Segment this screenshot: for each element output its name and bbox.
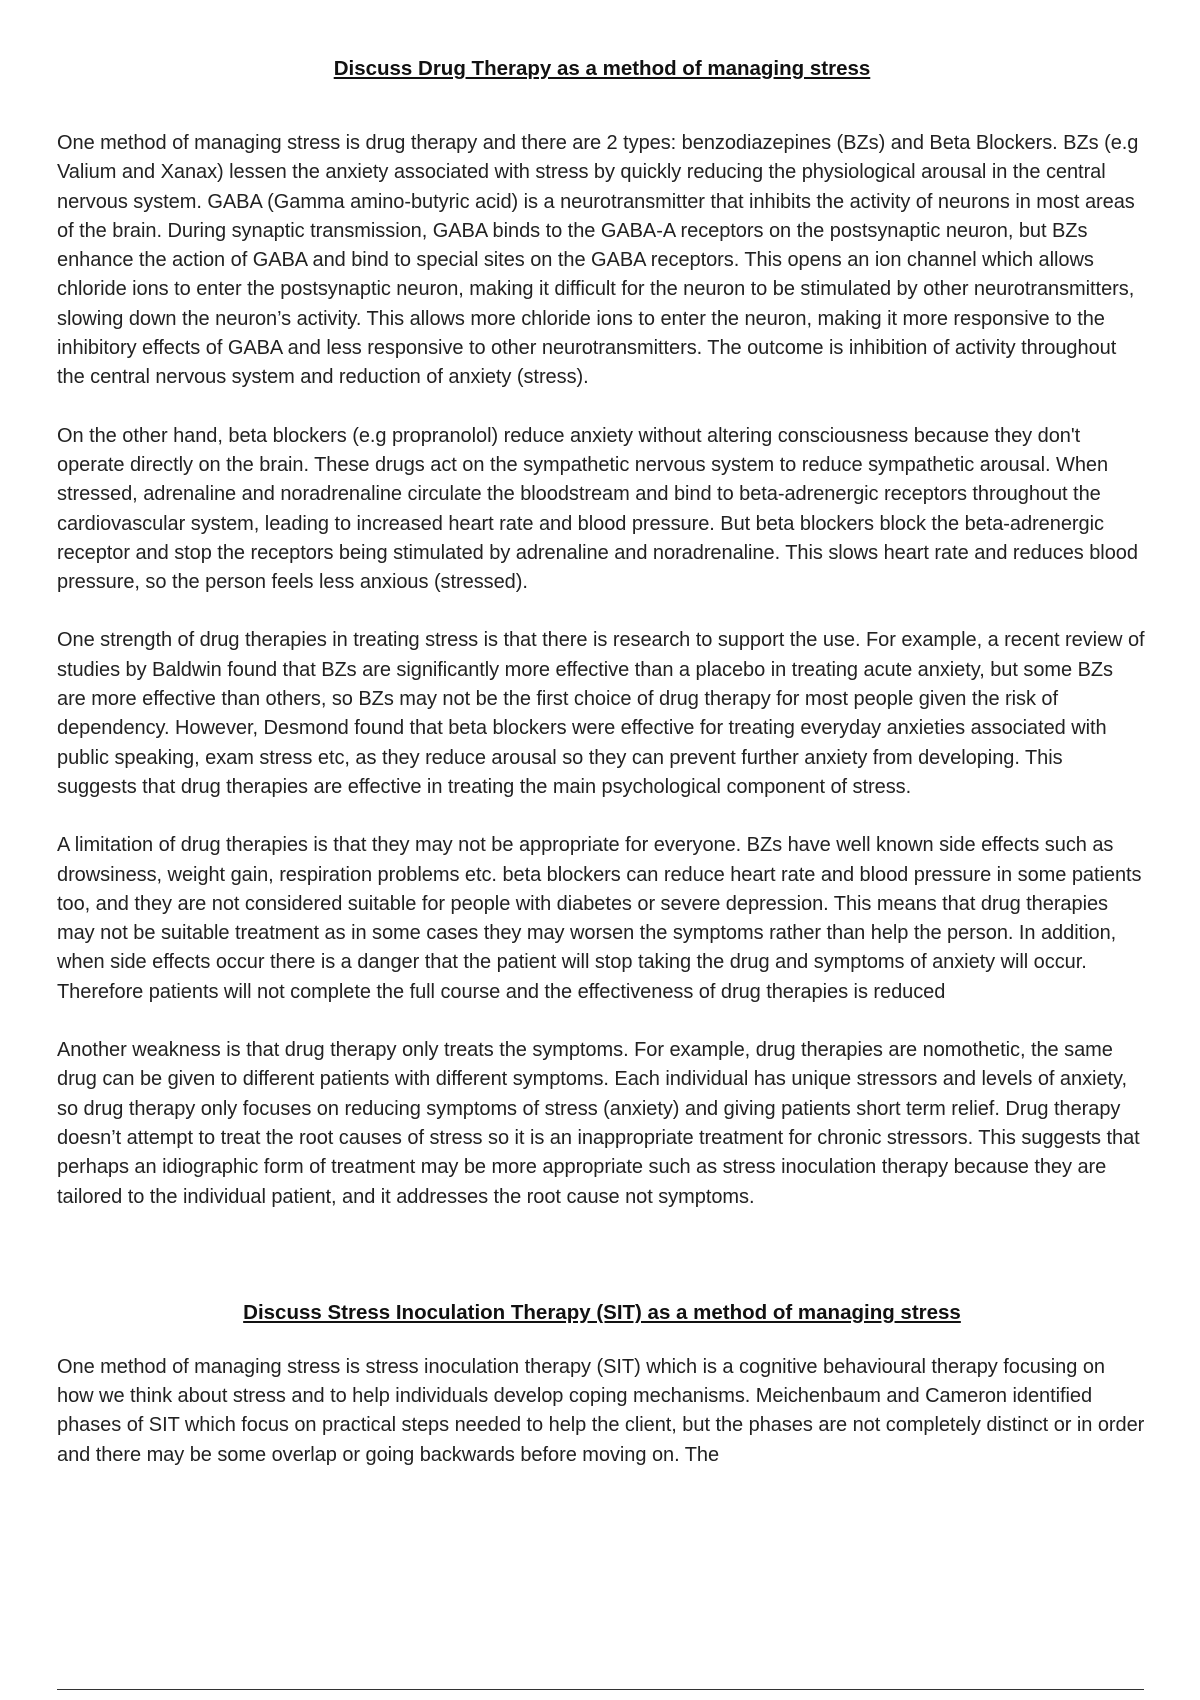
paragraph-drug-therapy-beta-blockers: On the other hand, beta blockers (e.g propranolol) reduce anxiety without altering consciousness because they don't operate directly on the brain. These drugs act on the sympathetic nervous system to reduce sympathetic arousal. When stressed, adrenaline and noradrenaline circulate the bloodstream and bind to beta-adrenergic receptors throughout the cardiovascular system, leading to increased heart rate and blood pressure. But beta blockers block the beta-adrenergic receptor and stop the receptors being stimulated by adrenaline and noradrenaline. This slows heart rate and reduces blood pressure, so the person feels less anxious (stressed). — [57, 424, 1138, 594]
paragraph-drug-therapy-weakness: Another weakness is that drug therapy only treats the symptoms. For example, drug therapies are nomothetic, the same drug can be given to different patients with different symptoms. Each individual has unique stressors and levels of anxiety, so drug therapy only focuses on reducing symptoms of stress (anxiety) and giving patients short term relief. Drug therapy doesn’t attempt to treat the root causes of stress so it is an inappropriate treatment for chronic stressors. This suggests that perhaps an idiographic form of treatment may be more appropriate such as stress inoculation therapy because they are tailored to the individual patient, and it addresses the root cause not symptoms. — [57, 1039, 1140, 1208]
paragraph-sit-introduction: One method of managing stress is stress inoculation therapy (SIT) which is a cognitive behavioural therapy focusing on how we think about stress and to help individuals develop coping mechanisms. Meichenbaum and Cameron identified phases of SIT which focus on practical steps needed to help the client, but the phases are not completely distinct or in order and there may be some overlap or going backwards before moving on. The — [57, 1355, 1145, 1466]
document-content — [57, 52, 1147, 1470]
paragraph-drug-therapy-strength: One strength of drug therapies in treating stress is that there is research to support the use. For example, a recent review of studies by Baldwin found that BZs are significantly more effective than a placebo in treating acute anxiety, but some BZs are more effective than others, so BZs may not be the first choice of drug therapy for most people given the risk of dependency. However, Desmond found that beta blockers were effective for treating everyday anxieties associated with public speaking, exam stress etc, as they reduce arousal so they can prevent further anxiety from developing. This suggests that drug therapies are effective in treating the main psychological component of stress. — [57, 629, 1145, 798]
paragraph-drug-therapy-benzodiazepines: One method of managing stress is drug therapy and there are 2 types: benzodiazepines (BZs) and Beta Blockers. BZs (e.g Valium and Xanax) lessen the anxiety associated with stress by quickly reducing the physiological arousal in the central nervous system. GABA (Gamma amino-butyric acid) is a neurotransmitter that inhibits the activity of neurons in most areas of the brain. During synaptic transmission, GABA binds to the GABA-A receptors on the postsynaptic neuron, but BZs enhance the action of GABA and bind to special sites on the GABA receptors. This opens an ion channel which allows chloride ions to enter the postsynaptic neuron, making it difficult for the neuron to be stimulated by other neurotransmitters, slowing down the neuron’s activity. This allows more chloride ions to enter the neuron, making it more responsive to the inhibitory effects of GABA and less responsive to other neurotransmitters. The outcome is inhibition of activity throughout the central nervous system and reduction of anxiety (stress). — [57, 132, 1139, 389]
section-heading-drug-therapy: Discuss Drug Therapy as a method of managing stress — [333, 57, 871, 80]
paragraph-drug-therapy-limitation: A limitation of drug therapies is that they may not be appropriate for everyone. BZs have well known side effects such as drowsiness, weight gain, respiration problems etc. beta blockers can reduce heart rate and blood pressure in some patients too, and they are not considered suitable for people with diabetes or severe depression. This means that drug therapies may not be suitable treatment as in some cases they may worsen the symptoms rather than help the person. In addition, when side effects occur there is a danger that the patient will stop taking the drug and symptoms of anxiety will occur. Therefore patients will not complete the full course and the effectiveness of drug therapies is reduced — [57, 834, 1142, 1003]
section-heading-stress-inoculation: Discuss Stress Inoculation Therapy (SIT) as a method of managing stress — [243, 1300, 961, 1324]
page-bottom-divider — [57, 1689, 1144, 1690]
